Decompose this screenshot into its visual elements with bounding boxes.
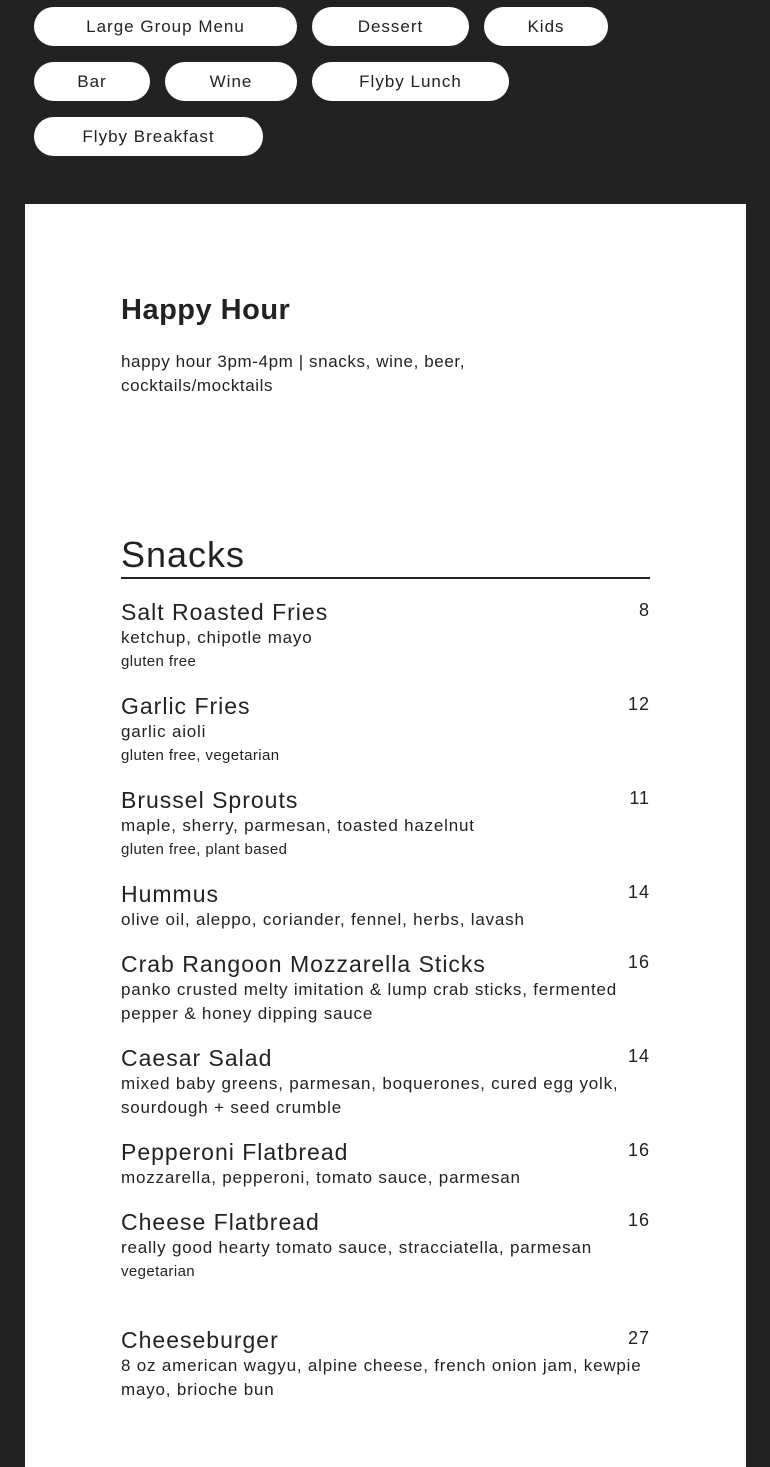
item-dietary-tags: gluten free, plant based <box>121 841 288 858</box>
item-dietary-tags: vegetarian <box>121 1263 196 1280</box>
menu-item <box>121 692 650 768</box>
item-description: olive oil, aleppo, coriander, fennel, herbs, lavash <box>121 910 525 929</box>
item-description: 8 oz american wagyu, alpine cheese, french onion jam, kewpie mayo, brioche bun <box>121 1356 642 1399</box>
item-name: Hummus <box>121 881 220 907</box>
tab-large-group-menu[interactable]: Large Group Menu <box>34 7 297 46</box>
item-price: 14 <box>627 882 650 902</box>
menu-item <box>121 1208 650 1284</box>
item-description: ketchup, chipotle mayo <box>121 628 313 647</box>
item-price: 14 <box>627 1046 650 1066</box>
section-title: Snacks <box>121 534 246 575</box>
item-name: Crab Rangoon Mozzarella Sticks <box>121 951 486 977</box>
item-description: maple, sherry, parmesan, toasted hazelnut <box>121 816 475 835</box>
menu-item <box>121 1138 650 1190</box>
item-description: panko crusted melty imitation & lump crab sticks, fermented pepper & honey dipping sauce <box>121 980 617 1023</box>
item-name: Garlic Fries <box>121 693 251 719</box>
item-price: 8 <box>638 600 650 620</box>
menu-panel <box>25 204 746 1467</box>
tab-wine[interactable]: Wine <box>165 62 297 101</box>
item-dietary-tags: gluten free <box>121 653 197 670</box>
item-name: Cheese Flatbread <box>121 1209 320 1235</box>
item-description: mixed baby greens, parmesan, boquerones, cured egg yolk, sourdough + seed crumble <box>121 1074 619 1117</box>
item-name: Cheeseburger <box>121 1327 279 1353</box>
item-price: 16 <box>627 1140 650 1160</box>
tab-dessert[interactable]: Dessert <box>312 7 469 46</box>
item-name: Brussel Sprouts <box>121 787 299 813</box>
item-description: garlic aioli <box>121 722 207 741</box>
tab-bar[interactable]: Bar <box>34 62 150 101</box>
menu-item <box>121 598 650 674</box>
item-price: 27 <box>627 1328 650 1348</box>
menu-tab-bar <box>0 0 770 204</box>
menu-item <box>121 1044 650 1120</box>
menu-item <box>121 786 650 862</box>
item-name: Pepperoni Flatbread <box>121 1139 349 1165</box>
item-price: 12 <box>627 694 650 714</box>
menu-title: Happy Hour <box>121 294 291 326</box>
menu-item <box>121 880 650 932</box>
item-price: 16 <box>627 952 650 972</box>
item-price: 11 <box>629 788 650 808</box>
item-description: mozzarella, pepperoni, tomato sauce, parmesan <box>121 1168 521 1187</box>
menu-item <box>121 950 650 1026</box>
item-name: Caesar Salad <box>121 1045 273 1071</box>
menu-subtitle: happy hour 3pm-4pm | snacks, wine, beer, cocktails/mocktails <box>121 352 466 395</box>
item-dietary-tags: gluten free, vegetarian <box>121 747 280 764</box>
tab-kids[interactable]: Kids <box>484 7 608 46</box>
item-name: Salt Roasted Fries <box>121 599 329 625</box>
tab-flyby-lunch[interactable]: Flyby Lunch <box>312 62 509 101</box>
section-divider <box>121 577 650 579</box>
item-price: 16 <box>627 1210 650 1230</box>
tab-flyby-breakfast[interactable]: Flyby Breakfast <box>34 117 263 156</box>
menu-item <box>121 1326 650 1402</box>
item-description: really good hearty tomato sauce, stracciatella, parmesan <box>121 1238 592 1257</box>
